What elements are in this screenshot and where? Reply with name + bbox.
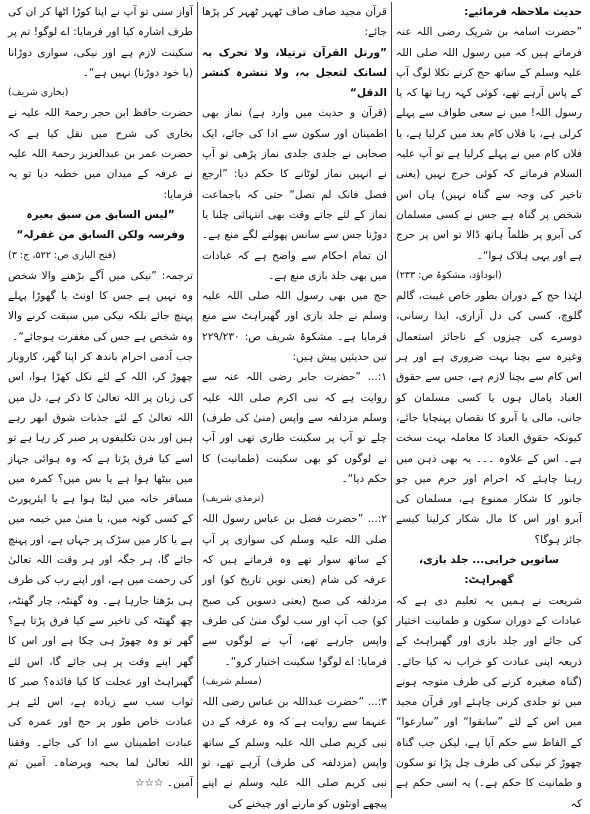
- hadith-text: ۲:... ”حضرت فضل بن عباس رسول اللہ صلی اللہ علیہ وسلم کی سواری پر آپ کے ساتھ سوار تھے وہ فرماتے ہیں کہ عرفہ کی شام (یعنی نویں تاریخ کو) اور مزدلفہ کی صبح (یعنی دسویں کی صبح کو) جب آپ اور سب لوگ منیٰ کی طرف واپس جارہے تھے، آپ نے لوگوں سے فرمایا: اے لوگو! سکینت اختیار کرو“۔: [202, 513, 387, 668]
- body-paragraph: (قرآن و حدیث میں وارد ہے) نماز بھی اطمینان اور سکون سے ادا کی جائے، ایک صحابی نے جلدی جلدی نماز پڑھی تو آپ نے انہیں نماز لوٹانے کا حکم دیا: ”ارجع فصل فانک لم تصل“ حتی کہ باجماعت نماز کے لئے جاتے وقت بھی انتہائی چلنا یا دوڑنا جس سے سانس پھولنے لگے منع ہے۔ ان تمام احکام سے واضح ہے کہ عبادات میں بھی جلد بازی منع ہے۔: [202, 107, 387, 282]
- column-right: [392, 2, 586, 810]
- citation: (فتح الباری ص: ۵۲۲، ج: ۳): [8, 249, 116, 261]
- hadith-text: ۳:... ”حضرت عبداللہ بن عباس رضی اللہ عنہما سے روایت ہے کہ وہ عرفہ کے دن نبی کریم صلی اللہ علیہ وسلم کے ساتھ واپس (مزدلفہ کی طرف) آرہے تھے، تو نبی کریم صلی اللہ علیہ وسلم نے اپنے پیچھے اونٹوں کو مارنے اور چیخنے کی: [202, 696, 387, 810]
- hadith-text: ”حضرت اسامہ بن شریک رضی اللہ عنہ فرماتے ہیں کہ میں رسول اللہ صلی اللہ علیہ وسلم کے ساتھ حج کرنے نکلا لوگ آپ کے پاس آرہے تھے، کوئی کہہ رہا تھا کہ یا رسول اللہ! میں نے سعی طواف سے پہلے کرلی ہے، یا فلاں کام بعد میں کرلیا ہے، یا فلاں کام میں نے پہلے کرلیا ہے تو آپ علیہ السلام فرماتے کہ کوئی حرج نہیں (یعنی تاخیر کی وجہ سے گناہ نہیں) ہاں اس شخص پر گناہ ہے جس نے کسی مسلمان کی آبرو پر ظلماً ہاتھ ڈالا تو اس پر حرج ہے اور یہی ہلاک ہوا“۔: [396, 26, 582, 262]
- body-paragraph: جب آدمی احرام باندھ کر اپنا گھر، کاروبار چھوڑ کر، اللہ کے لئے نکل کھڑا ہوا، اس کی زبان پر اللہ تعالیٰ کا ذکر ہے، دل میں اللہ تعالیٰ کے لئے جذبات شوق ابھر رہے ہیں اور بدن تکلیفوں پر صبر کر رہا ہے تو اسے کیا فرق پڑتا ہے کہ وہ ہوائی جہاز میں بیٹھا ہوا ہے یا بس میں؟ کمرہ میں مسافر خانہ میں لیٹا ہوا ہے یا ایئرپورٹ کے کسی کونہ میں، یا منیٰ میں خیمہ میں ہے یا کار میں سڑک پر جہاں ہے، اور پہنچ جائے گا، ہر جگہ اور ہر وقت اللہ تعالیٰ کی رحمت میں ہے، اور اپنے رب کی طرف ہی بڑھتا جارہا ہے۔ وہ گھنٹہ، چار گھنٹہ، چھ گھنٹہ کی تاخیر سے کیا فرق پڑتا ہے؟ گھر تو وہ چھوڑ ہی چکا ہے اور اس کا گھر اپنے وقت پر ہی جائے گا، اس لئے گھبراہٹ اور عجلت کا کیا فائدہ؟ صبر کا ثواب سب سے زیادہ ہے، اس لئے ہر عبادت خاص طور پر حج اور عمرہ کی عبادت اطمینان سے ادا کی جائے۔ وفقنا اللہ تعالیٰ لما یحبہ ویرضاہ۔ آمین ثم آمین۔ ☆☆☆: [8, 351, 193, 790]
- body-paragraph: حج میں بھی رسول اللہ صلی اللہ علیہ وسلم نے جلد بازی اور گھبراہٹ سے منع فرمایا ہے۔ مشکوۃ شریف ص: ۲۲۹/۲۳۰ تین حدیثیں پیش ہیں:: [202, 290, 387, 364]
- hadith-text: ۱:... ”حضرت جابر رضی اللہ عنہ سے روایت ہے کہ نبی اکرم صلی اللہ علیہ وسلم مزدلفہ سے واپس (منیٰ کی طرف) چلے تو آپ پر سکینت طاری تھی اور آپ نے لوگوں کو بھی سکینت (طمانیت) کا حکم دیا“۔: [202, 371, 387, 485]
- citation: (ترمذی شریف): [202, 493, 265, 505]
- section-heading: ساتویں خرابی... جلد بازی، گھبراہٹ:: [418, 554, 560, 587]
- body-paragraph: آواز سنی تو آپ نے اپنا کوڑا اٹھا کر ان کی طرف اشارہ کیا اور فرمایا: اے لوگو! تم پر سکینت لازم ہے اور نیکی، سواری دوڑانا (یا خود دوڑنا) نہیں ہے“۔: [8, 6, 193, 79]
- body-paragraph: شریعت نے ہمیں یہ تعلیم دی ہے کہ عبادات کے دوران سکون و طمانیت اختیار کی جائے اور جلد بازی اور گھبراہٹ کے ذریعہ اپنی عبادت کو خراب نہ کیا جائے۔ (گناہ صغیرہ کرنے کی طرف متوجہ ہونے میں تو جلدی کرنی چاہئے اور قرآن مجید میں اس کے لئے ”سابقوا“ اور ”سارعوا“ کے الفاظ سے حکم آیا ہے، لیکن جب گناہ چھوڑ کر نیکی کی طرف چل پڑا تو سکون و طمانیت کا حکم ہے۔) یہ اسی حکم ہے کہ: [396, 594, 582, 810]
- body-paragraph: حضرت حافظ ابن حجر رحمۃ اللہ علیہ نے بخاری کی شرح میں نقل کیا ہے کہ حضرت عمر بن عبدالعزیز رحمۃ اللہ علیہ نے عرفہ کے میدان میں خطبہ دیا تو یہ فرمایا:: [8, 107, 193, 201]
- body-paragraph: لہٰذا حج کے دوران بطور خاص غیبت، گالم گلوچ، کسی کی دل آزاری، ایذا رسانی، دوسرے کی چیزوں کے ناجائز استعمال وغیرہ سے بچنا بہت ضروری ہے اور ہر اس کام سے بچنا لازم ہے، جس سے حقوق العباد پامال ہوں یا کسی مسلمان کو جانی، مالی یا آبرو کا نقصان پہنچایا جائے، کیونکہ حقوق العباد کا معاملہ بہت سخت ہے۔ اس کے علاوہ ۔۔۔ یہ بھی ذہن میں رہنا چاہئے کہ احرام اور حرم میں جو جانور کا شکار ممنوع ہے، مسلمان کی آبرو اور اس کا مال شکار کرلینا کیسے جائز ہوگا؟: [396, 290, 582, 546]
- arabic-verse: ”لیس السابق من سبق بعیرہ وفرسہ ولکن السابق من غفرلہ“: [16, 208, 185, 242]
- translation-text: ترجمہ: ”نیکی میں آگے بڑھنے والا شخص وہ نہیں ہے جس کا اونٹ یا گھوڑا پہلے پہنچ جائے بلکہ نیکی میں سبقت کرنے والا وہ شخص ہے جس کی مغفرت ہوجائے“۔: [8, 269, 193, 343]
- body-paragraph: قرآن مجید صاف صاف ٹھہر ٹھہر کر پڑھا جائے:: [202, 6, 387, 39]
- column-middle: [198, 2, 392, 810]
- citation: (مسلم شریف): [202, 675, 262, 687]
- citation: (بخاری شریف): [8, 87, 69, 99]
- section-heading: حدیث ملاحظہ فرمائیے:: [464, 6, 582, 18]
- citation: (ابوداؤد، مشکوۃ ص: ۲۳۳): [396, 269, 502, 281]
- arabic-verse: ”ورتل القرآن ترتیلا، ولا تحرک بہ لسانک لتعجل بہ، ولا تنشرہ کنشر الدقل“: [202, 46, 387, 100]
- column-left: [4, 2, 198, 798]
